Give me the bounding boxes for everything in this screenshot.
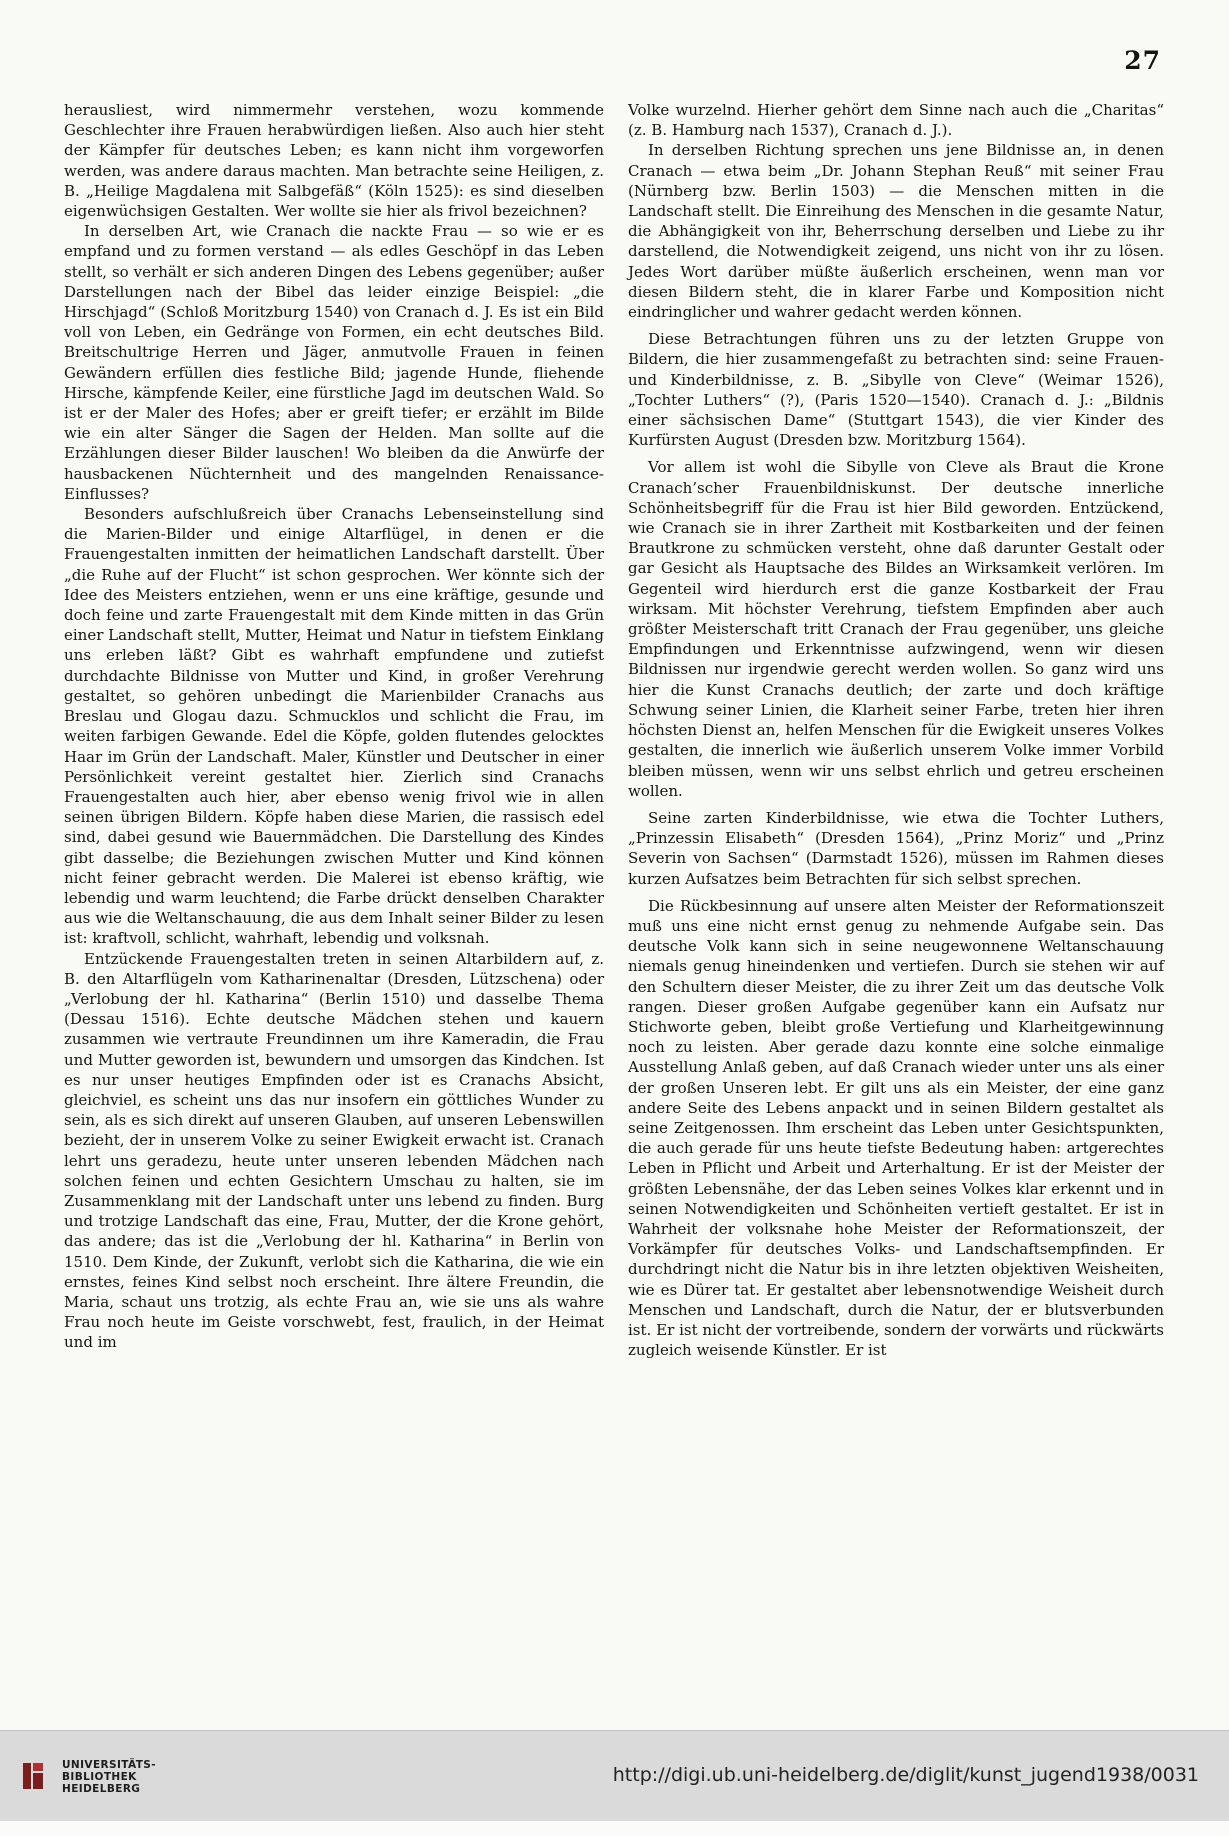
paragraph: In derselben Art, wie Cranach die nackte Frau — so wie er es empfand und zu formen verstand — als edles Geschöpf in das Leben stellt, so verhält er sich anderen Dingen des Lebens gegenüber; außer Darstellungen nach der Bibel das leider einzige Beispiel: „die Hirschjagd“ (Schloß Moritzburg 1540) von Cranach d. J. Es ist ein Bild voll von Leben, ein Gedränge von Formen, ein echt deutsches Bild. Breitschultrige Herren und Jäger, anmutvolle Frauen in feinen Gewändern erfüllen dies festliche Bild; jagende Hunde, fliehende Hirsche, kämpfende Keiler, eine fürstliche Jagd im deutschen Wald. So ist er der Maler des Hofes; aber er greift tiefer; er erzählt im Bilde wie ein alter Sänger die Sagen der Helden. Man sollte auf die Erzählungen dieser Bilder lauschen! Wo bleiben da die Anwürfe der hausbackenen Nüchternheit und des mangelnden Renaissance-Einflusses? [64,222,604,503]
paragraph: Entzückende Frauengestalten treten in seinen Altarbildern auf, z. B. den Altarflügeln vom Katharinenaltar (Dresden, Lützschena) oder „Verlobung der hl. Katharina“ (Berlin 1510) und dasselbe Thema (Dessau 1516). Echte deutsche Mädchen stehen und kauern zusammen wie vertraute Freundinnen um ihre Kameradin, die Frau und Mutter geworden ist, bewundern und umsorgen das Kindchen. Ist es nur unser heutiges Empfinden oder ist es Cranachs Absicht, gleichviel, es scheint uns das nur insofern ein göttliches Wunder zu sein, als es sich direkt auf unseren Glauben, auf unseren Lebenswillen bezieht, der in unserem Volke zu seiner Ewigkeit erwacht ist. Cranach lehrt uns geradezu, heute unter unseren lebenden Mädchen nach solchen feinen und echten Gesichtern Umschau zu halten, sie im Zusammenklang mit der Landschaft unter uns lebend zu finden. Burg und trotzige Landschaft das eine, Frau, Mutter, der die Krone gehört, das andere; das ist die „Verlobung der hl. Katharina“ in Berlin von 1510. Dem Kinde, der Zukunft, verlobt sich die Katharina, die wie ein ernstes, feines Kind selbst noch erscheint. Ihre ältere Freundin, die Maria, schaut uns trotzig, als echte Frau an, wie sie uns als wahre Frau noch heute im Geiste vorschwebt, fest, fraulich, in der Heimat und im [64,949,604,1352]
left-column [64,100,604,1353]
footer-bar [0,1730,1229,1821]
paragraph: Seine zarten Kinderbildnisse, wie etwa die Tochter Luthers, „Prinzessin Elisabeth“ (Dresden 1564), „Prinz Moriz“ und „Prinz Severin von Sachsen“ (Darmstadt 1526), müssen im Rahmen dieses kurzen Aufsatzes beim Betrachten für sich selbst sprechen. [628,808,1164,888]
university-logo-icon [20,1761,46,1791]
library-name-line: UNIVERSITÄTS- [62,1759,157,1771]
paragraph: Volke wurzelnd. Hierher gehört dem Sinne nach auch die „Charitas“ (z. B. Hamburg nach 1537), Cranach d. J.). [628,101,1164,140]
paragraph: herausliest, wird nimmermehr verstehen, wozu kommende Geschlechter ihre Frauen herabwürdigen ließen. Also auch hier steht der Kämpfer für deutsches Leben; es kann nicht ihm vorgeworfen werden, was andere daraus machten. Man betrachte seine Heiligen, z. B. „Heilige Magdalena mit Salbgefäß“ (Köln 1525): es sind dieselben eigenwüchsigen Gestalten. Wer wollte sie hier als frivol bezeichnen? [64,101,604,221]
permalink-url[interactable]: http://digi.ub.uni-heidelberg.de/diglit/kunst_jugend1938/0031 [612,1764,1199,1786]
paragraph: Diese Betrachtungen führen uns zu der letzten Gruppe von Bildern, die hier zusammengefaßt zu betrachten sind: seine Frauen- und Kinderbildnisse, z. B. „Sibylle von Cleve“ (Weimar 1526), „Tochter Luthers“ (?), (Paris 1520—1540). Cranach d. J.: „Bildnis einer sächsischen Dame“ (Stuttgart 1543), die vier Kinder des Kurfürsten August (Dresden bzw. Moritzburg 1564). [628,330,1164,450]
paragraph: In derselben Richtung sprechen uns jene Bildnisse an, in denen Cranach — etwa beim „Dr. Johann Stephan Reuß“ mit seiner Frau (Nürnberg bzw. Berlin 1503) — die Menschen mitten in die Landschaft stellt. Die Einreihung des Menschen in die gesamte Natur, die Abhängigkeit von ihr, Beherrschung derselben und Liebe zu ihr darstellend, die Notwendigkeit zeigend, uns nicht von ihr zu lösen. Jedes Wort darüber müßte äußerlich erscheinen, wenn man vor diesen Bildern steht, die in klarer Farbe und Komposition nicht eindringlicher und wahrer gedacht werden können. [628,141,1164,322]
paragraph: Vor allem ist wohl die Sibylle von Cleve als Braut die Krone Cranach’scher Frauenbildniskunst. Der deutsche innerliche Schönheitsbegriff für die Frau ist hier Bild geworden. Entzückend, wie Cranach sie in ihrer Zartheit mit Kostbarkeiten und der feinen Brautkrone zu schmücken versteht, ohne daß darunter Gestalt oder gar Gesicht als Hauptsache des Bildes an Wirksamkeit verlören. Im Gegenteil wird hierdurch erst die ganze Kostbarkeit der Frau wirksam. Mit höchster Verehrung, tiefstem Empfinden aber auch größter Meisterschaft tritt Cranach der Frau gegenüber, uns gleiche Empfindungen und Erkenntnisse aufzwingend, wenn wir diesen Bildnissen nur irgendwie gerecht werden wollen. So ganz wird uns hier die Kunst Cranachs deutlich; der zarte und doch kräftige Schwung seiner Linien, die Klarheit seiner Farbe, treten hier ihren höchsten Dienst an, helfen Menschen für die Ewigkeit unseres Volkes gestalten, die innerlich wie äußerlich unserem Volke immer Vorbild bleiben müssen, wenn wir uns selbst ehrlich und getreu erscheinen wollen. [628,458,1164,800]
page-number: 27 [1124,46,1161,75]
library-name [62,1759,156,1795]
paragraph: Die Rückbesinnung auf unsere alten Meister der Reformationszeit muß uns eine nicht ernst genug zu nehmende Aufgabe sein. Das deutsche Volk kann sich in seine neugewonnene Weltanschauung niemals genug hineindenken und vertiefen. Durch sie stehen wir auf den Schultern dieser Meister, die zu ihrer Zeit um das deutsche Volk rangen. Dieser großen Aufgabe gegenüber kann ein Aufsatz nur Stichworte geben, bleibt große Vertiefung und Klarheitgewinnung noch zu leisten. Aber gerade dazu konnte eine solche einmalige Ausstellung Anlaß geben, auf daß Cranach wieder unter uns als einer der großen Unseren lebt. Er gilt uns als ein Meister, der eine ganz andere Seite des Lebens anpackt und in seinen Bildern gestaltet als seine Zeitgenossen. Ihm erscheint das Leben unter Gesichtspunkten, die auch gerade für uns heute tiefste Bedeutung haben: artgerechtes Leben in Pflicht und Arbeit und Arterhaltung. Er ist der Meister der größten Lebensnähe, der das Leben seines Volkes klar erkennt und in seinen Notwendigkeiten und Schönheiten vertieft gestaltet. Er ist in Wahrheit der volksnahe hohe Meister der Reformationszeit, der Vorkämpfer für deutsches Volks- und Landschaftsempfinden. Er durchdringt nicht die Natur bis in ihre letzten objektiven Weisheiten, wie es Dürer tat. Er gestaltet aber lebensnotwendige Weisheit durch Menschen und Landschaft, durch die Natur, der er blutsverbunden ist. Er ist nicht der vortreibende, sondern der vorwärts und rückwärts zugleich weisende Künstler. Er ist [628,896,1164,1360]
paragraph: Besonders aufschlußreich über Cranachs Lebenseinstellung sind die Marien-Bilder und einige Altarflügel, in denen er die Frauengestalten inmitten der heimatlichen Landschaft darstellt. Über „die Ruhe auf der Flucht“ ist schon gesprochen. Wer könnte sich der Idee des Meisters entziehen, wenn er uns eine kräftige, gesunde und doch feine und zarte Frauengestalt mit dem Kinde mitten in das Grün einer Landschaft stellt, Mutter, Heimat und Natur in tiefstem Einklang uns erleben läßt? Gibt es wahrhaft empfundene und zutiefst durchdachte Bildnisse von Mutter und Kind, in großer Verehrung gestaltet, so gehören unbedingt die Marienbilder Cranachs aus Breslau und Glogau dazu. Schmucklos und schlicht die Frau, im weiten farbigen Gewande. Edel die Köpfe, golden flutendes gelocktes Haar im Grün der Landschaft. Maler, Künstler und Deutscher in einer Persönlichkeit vereint gestaltet hier. Zierlich sind Cranachs Frauengestalten auch hier, aber ebenso wenig frivol wie in allen seinen übrigen Bildern. Köpfe haben diese Marien, die rassisch edel sind, dabei gesund wie Bauernmädchen. Die Darstellung des Kindes gibt dasselbe; die Beziehungen zwischen Mutter und Kind können nicht feiner gebracht werden. Die Malerei ist ebenso kräftig, wie lebendig und warm leuchtend; die Farbe drückt denselben Charakter aus wie die Weltanschauung, die aus dem Inhalt seiner Bilder zu lesen ist: kraftvoll, schlicht, wahrhaft, lebendig und volksnah. [64,505,604,948]
right-column [628,100,1164,1360]
library-name-line: BIBLIOTHEK [62,1771,137,1783]
library-name-line: HEIDELBERG [62,1783,141,1795]
